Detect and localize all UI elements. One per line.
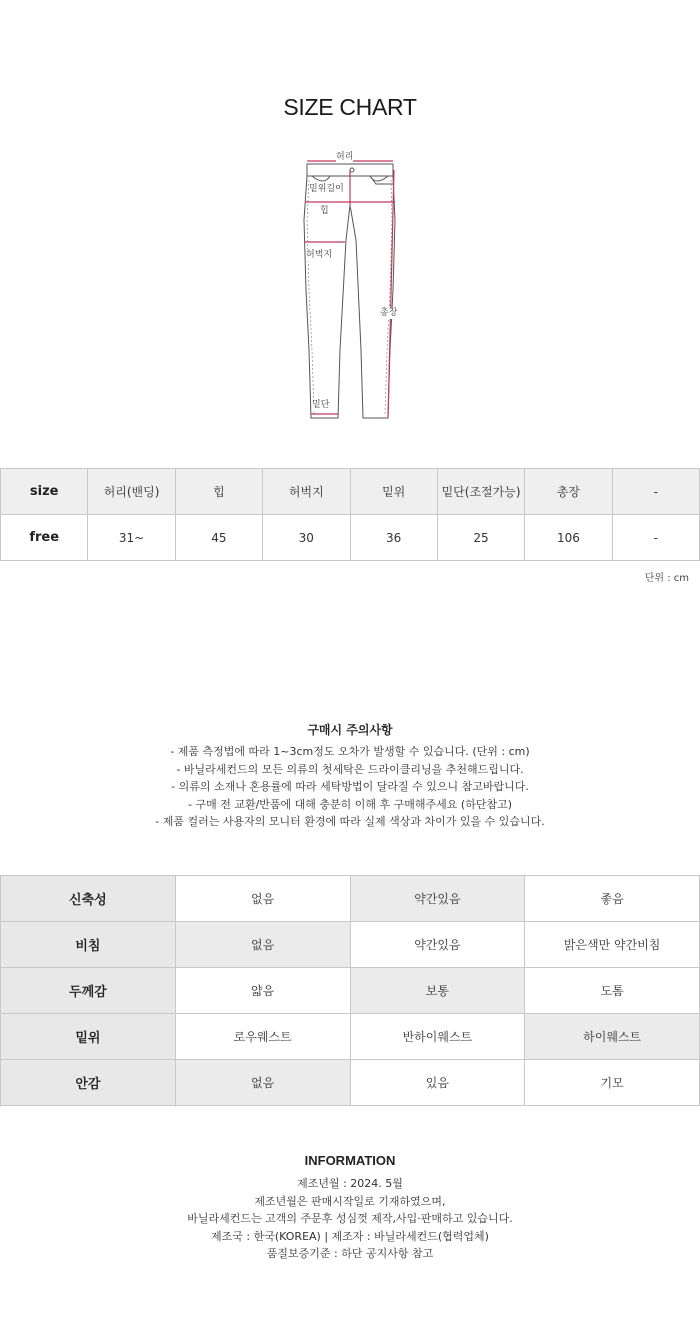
page-title: SIZE CHART xyxy=(283,94,417,120)
size-header-cell: 총장 xyxy=(525,469,612,515)
information-line: 제조년월은 판매시작일로 기재하였으며, xyxy=(254,1194,446,1208)
size-cell: 36 xyxy=(350,515,437,561)
information-line: 제조년월 : 2024. 5월 xyxy=(297,1177,403,1190)
fabric-label: 밑위 xyxy=(1,1014,176,1060)
information-line: 제조국 : 한국(KOREA) | 제조자 : 바닐라세컨드(협력업체) xyxy=(211,1229,489,1243)
notice-list xyxy=(0,743,700,831)
length-label: 총장 xyxy=(380,308,398,318)
measure-lines xyxy=(305,161,398,418)
fabric-option: 보통 xyxy=(350,968,525,1014)
size-header-cell: 힙 xyxy=(175,469,262,515)
size-table xyxy=(0,468,700,561)
size-header-cell: - xyxy=(612,469,699,515)
fabric-option: 없음 xyxy=(175,876,350,922)
notice-line: - 의류의 소재나 혼용률에 따라 세탁방법이 달라질 수 있으니 참고바랍니다. xyxy=(171,780,529,794)
information-title: INFORMATION xyxy=(304,1153,396,1168)
fabric-option: 약간있음 xyxy=(350,876,525,922)
fabric-option: 도톰 xyxy=(525,968,700,1014)
fabric-label: 안감 xyxy=(1,1060,176,1106)
information-list xyxy=(0,1175,700,1263)
fabric-option: 약간있음 xyxy=(350,922,525,968)
notice-line: - 제품 컬러는 사용자의 모니터 환경에 따라 실제 색상과 차이가 있을 수 있습니다. xyxy=(155,815,545,829)
rise-label: 밑위길이 xyxy=(309,184,344,194)
fabric-label: 두께감 xyxy=(1,968,176,1014)
pants-illustration xyxy=(290,150,410,425)
size-cell: 25 xyxy=(437,515,524,561)
waist-label: 허리 xyxy=(336,152,354,162)
thigh-label: 허벅지 xyxy=(306,250,333,260)
fabric-label: 비침 xyxy=(1,922,176,968)
fabric-option: 밝은색만 약간비침 xyxy=(525,922,700,968)
notice-title: 구매시 주의사항 xyxy=(307,723,393,737)
size-cell: 30 xyxy=(263,515,350,561)
size-cell: 106 xyxy=(525,515,612,561)
notice-line: - 구매 전 교환/반품에 대해 충분히 이해 후 구매해주세요 (하단참고) xyxy=(187,797,512,811)
table-row xyxy=(1,1060,700,1106)
size-table-header xyxy=(1,469,700,515)
notice-line: - 바닐라세컨드의 모든 의류의 첫세탁은 드라이클리닝을 추천해드립니다. xyxy=(176,762,524,776)
fabric-option: 기모 xyxy=(525,1060,700,1106)
fabric-option: 하이웨스트 xyxy=(525,1014,700,1060)
table-row xyxy=(1,922,700,968)
size-cell: 45 xyxy=(175,515,262,561)
fabric-option: 반하이웨스트 xyxy=(350,1014,525,1060)
size-header-cell: 허리(밴딩) xyxy=(88,469,175,515)
size-cell: 31~ xyxy=(88,515,175,561)
size-header-cell: 허벅지 xyxy=(263,469,350,515)
fabric-option: 좋음 xyxy=(525,876,700,922)
fabric-table xyxy=(0,875,700,1106)
size-header-cell: 밑단(조절가능) xyxy=(437,469,524,515)
size-header-cell: size xyxy=(1,469,88,515)
size-cell: free xyxy=(1,515,88,561)
fabric-option: 로우웨스트 xyxy=(175,1014,350,1060)
fabric-label: 신축성 xyxy=(1,876,176,922)
fabric-option: 없음 xyxy=(175,1060,350,1106)
hip-label: 힙 xyxy=(320,206,329,216)
hem-label: 밑단 xyxy=(312,400,330,410)
information-line: 품질보증기준 : 하단 공지사항 참고 xyxy=(266,1247,434,1261)
size-header-cell: 밑위 xyxy=(350,469,437,515)
pants-diagram xyxy=(290,150,410,425)
size-cell: - xyxy=(612,515,699,561)
notice-line: - 제품 측정법에 따라 1~3cm정도 오차가 발생할 수 있습니다. (단위 : cm) xyxy=(170,745,530,758)
table-row xyxy=(1,515,700,561)
information-line: 바닐라세컨드는 고객의 주문후 성심껏 제작,사입·판매하고 있습니다. xyxy=(187,1212,513,1226)
table-row xyxy=(1,876,700,922)
fabric-option: 얇음 xyxy=(175,968,350,1014)
table-row xyxy=(1,968,700,1014)
fabric-option: 없음 xyxy=(175,922,350,968)
fabric-option: 있음 xyxy=(350,1060,525,1106)
unit-note: 단위 : cm xyxy=(644,573,689,584)
table-row xyxy=(1,1014,700,1060)
